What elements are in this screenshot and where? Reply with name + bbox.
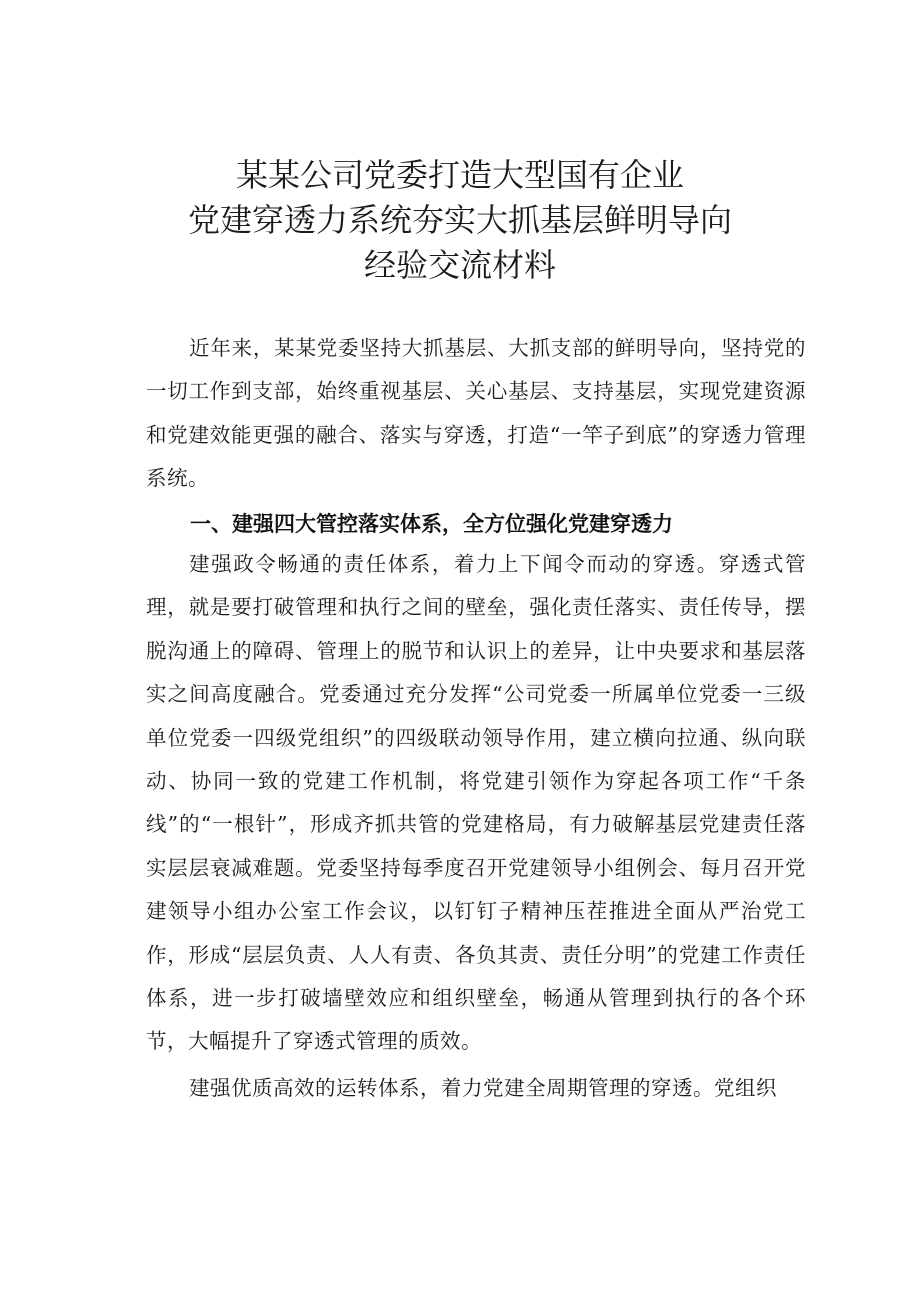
title-line-3: 经验交流材料 — [363, 246, 556, 284]
paragraph-operation-system: 建强优质高效的运转体系，着力党建全周期管理的穿透。党组织 — [189, 1076, 778, 1100]
title-line-1: 某某公司党委打造大型国有企业 — [235, 156, 684, 194]
paragraph-responsibility-system: 建强政令畅通的责任体系，着力上下闻令而动的穿透。穿透式管理，就是要打破管理和执行之间的壁垒，强化责任落实、责任传导，摆脱沟通上的障碍、管理上的脱节和认识上的差异，让中央要求和基层落实之间高度融合。党委通过充分发挥“公司党委一所属单位党委一三级单位党委一四级党组织”的四级联动领导作用，建立横向拉通、纵向联动、协同一致的党建工作机制，将党建引领作为穿起各项工作“千条线”的“一根针”，形成齐抓共管的党建格局，有力破解基层党建责任落实层层衰减难题。党委坚持每季度召开党建领导小组例会、每月召开党建领导小组办公室工作会议，以钉钉子精神压茬推进全面从严治党工作，形成“层层负责、人人有责、各负其责、责任分明”的党建工作责任体系，进一步打破墙壁效应和组织壁垒，畅通从管理到执行的各个环节，大幅提升了穿透式管理的质效。 — [146, 552, 806, 1054]
intro-paragraph: 近年来，某某党委坚持大抓基层、大抓支部的鲜明导向，坚持党的一切工作到支部，始终重视基层、关心基层、支持基层，实现党建资源和党建效能更强的融合、落实与穿透，打造“一竿子到底”的穿透力管理系统。 — [146, 336, 806, 491]
section-heading: 一、建强四大管控落实体系，全方位强化党建穿透力 — [190, 512, 673, 536]
document-title — [0, 153, 920, 288]
title-line-2: 党建穿透力系统夯实大抓基层鲜明导向 — [187, 201, 732, 239]
